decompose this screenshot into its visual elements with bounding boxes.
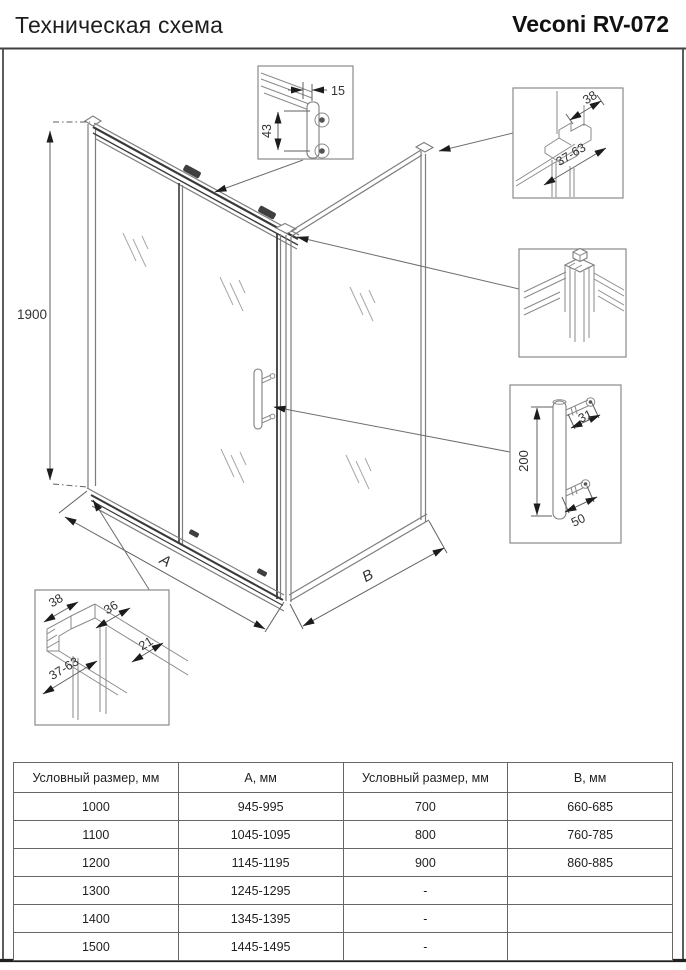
- col-header-size-a: Условный размер, мм: [14, 763, 179, 793]
- dim-profile-width: 38: [580, 87, 600, 108]
- header: [0, 0, 686, 48]
- size-table-wrap: [13, 762, 673, 961]
- cell: 1500: [14, 933, 179, 961]
- cell: 1200: [14, 849, 179, 877]
- dim-handle-base: 50: [568, 511, 588, 530]
- col-header-b: В, мм: [508, 763, 673, 793]
- side-panel: [289, 143, 433, 602]
- detail-roller: [258, 66, 353, 159]
- dim-profile-range: 37-63: [553, 140, 589, 169]
- dim-rail-inner: 36: [101, 597, 121, 618]
- cell: [508, 933, 673, 961]
- dim-width-label: A: [156, 551, 174, 571]
- dim-roller-height: 43: [260, 124, 274, 138]
- detail-bottom-rail: [35, 590, 188, 725]
- door-divider: [179, 183, 183, 546]
- cell: 1400: [14, 905, 179, 933]
- detail-handle: [510, 385, 621, 543]
- dim-handle-spacing: 31: [575, 407, 595, 426]
- dim-handle-length: 200: [516, 450, 531, 472]
- cell: 1245-1295: [178, 877, 343, 905]
- left-wall-profile: [85, 116, 101, 489]
- cell: 1100: [14, 821, 179, 849]
- cell: 760-785: [508, 821, 673, 849]
- dim-rail-thickness: 21: [136, 633, 156, 654]
- detail-wall-profile: [513, 88, 623, 198]
- detail-corner-profile: [519, 249, 626, 358]
- door-handle: [254, 369, 275, 429]
- dim-depth-label: B: [359, 566, 377, 586]
- table-row: [14, 849, 673, 877]
- cell: -: [343, 933, 508, 961]
- model-name: Veconi RV-072: [512, 11, 669, 37]
- dim-rail-width: 38: [46, 590, 66, 611]
- dim-roller-offset: 15: [331, 84, 345, 98]
- cell: [508, 877, 673, 905]
- height-dimension: [17, 122, 90, 487]
- cell: 660-685: [508, 793, 673, 821]
- size-table: [13, 762, 673, 961]
- table-row: [14, 905, 673, 933]
- cell: 945-995: [178, 793, 343, 821]
- corner-post: [276, 224, 296, 603]
- cell: 1300: [14, 877, 179, 905]
- cell: [508, 905, 673, 933]
- cell: 1000: [14, 793, 179, 821]
- glass-reflections: [123, 233, 375, 489]
- cell: 1445-1495: [178, 933, 343, 961]
- page-title: Техническая схема: [15, 12, 224, 38]
- dim-rail-range: 37-63: [46, 654, 82, 683]
- cell: 800: [343, 821, 508, 849]
- cell: -: [343, 877, 508, 905]
- depth-dimension: [290, 521, 447, 629]
- leader-lines: [93, 133, 519, 591]
- cell: 1345-1395: [178, 905, 343, 933]
- cell: 860-885: [508, 849, 673, 877]
- table-row: [14, 933, 673, 961]
- cell: 700: [343, 793, 508, 821]
- col-header-a: А, мм: [178, 763, 343, 793]
- cell: 1045-1095: [178, 821, 343, 849]
- cell: 1145-1195: [178, 849, 343, 877]
- dim-height-label: 1900: [16, 307, 47, 322]
- table-row: [14, 793, 673, 821]
- col-header-size-b: Условный размер, мм: [343, 763, 508, 793]
- table-row: [14, 821, 673, 849]
- shower-enclosure: [85, 116, 433, 611]
- cell: 900: [343, 849, 508, 877]
- table-row: [14, 877, 673, 905]
- cell: -: [343, 905, 508, 933]
- size-table-header-row: [14, 763, 673, 793]
